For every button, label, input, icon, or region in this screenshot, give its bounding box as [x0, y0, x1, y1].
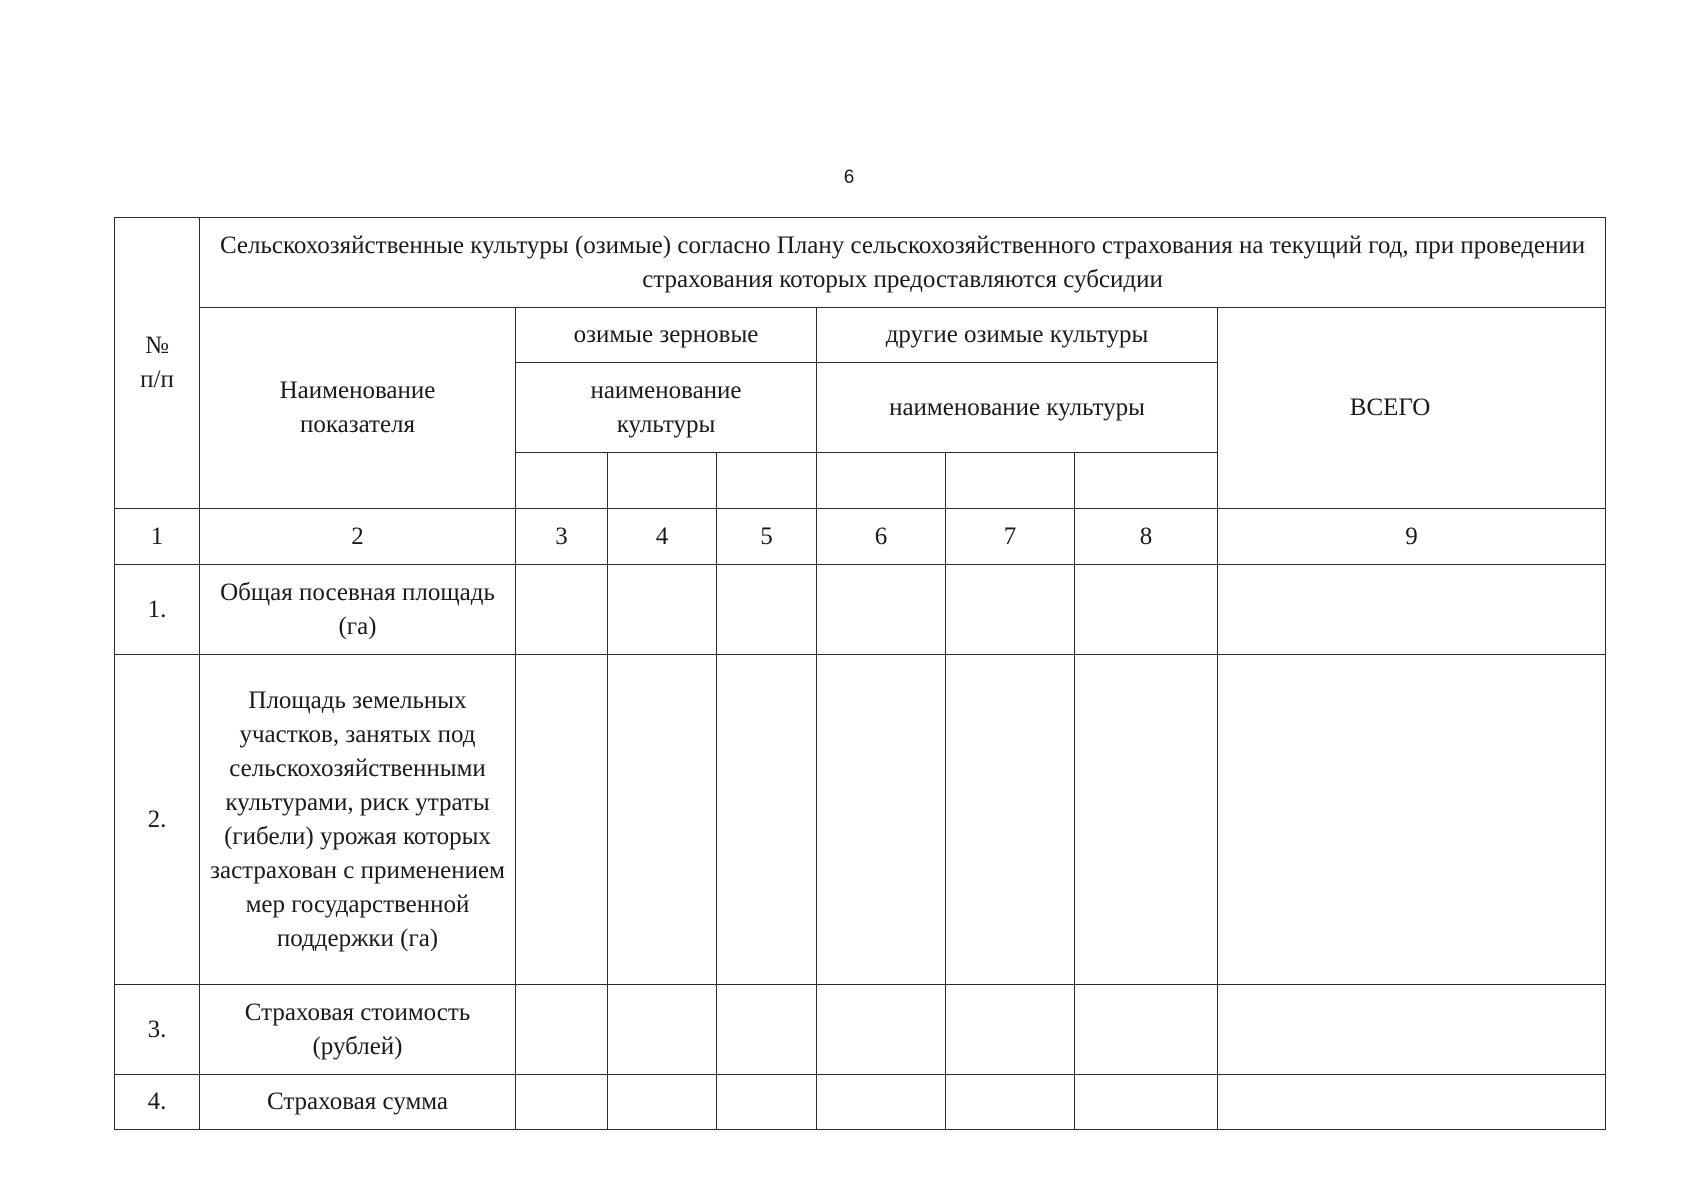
column-number: 8 — [1075, 509, 1218, 565]
column-number: 7 — [946, 509, 1075, 565]
crop-name-cell — [946, 453, 1075, 509]
header-row-number — [115, 218, 200, 509]
header-title-cell — [200, 218, 1606, 308]
header-indicator: Наименование показателя — [200, 308, 516, 509]
row-number-heading: № п/п — [140, 332, 174, 393]
data-cell[interactable] — [946, 985, 1075, 1075]
column-number: 6 — [817, 509, 946, 565]
table-row — [115, 655, 1606, 985]
data-cell[interactable] — [516, 655, 608, 985]
column-number: 3 — [516, 509, 608, 565]
row-indicator: Площадь земельных участков, занятых под сельскохозяйственными культурами, риск утраты (гибели) урожая которых застрахован с применением мер государственной поддержки (га) — [200, 655, 516, 985]
column-number: 4 — [608, 509, 717, 565]
data-cell[interactable] — [817, 565, 946, 655]
data-cell[interactable] — [1218, 565, 1606, 655]
data-cell[interactable] — [1075, 1075, 1218, 1130]
data-cell[interactable] — [608, 985, 717, 1075]
data-cell[interactable] — [1075, 985, 1218, 1075]
data-cell[interactable] — [516, 565, 608, 655]
data-cell[interactable] — [817, 655, 946, 985]
crop-name-cell — [1075, 453, 1218, 509]
data-cell[interactable] — [946, 1075, 1075, 1130]
row-indicator: Общая посевная площадь (га) — [200, 565, 516, 655]
column-number: 9 — [1218, 509, 1606, 565]
row-number: 4. — [115, 1075, 200, 1130]
table-row — [115, 985, 1606, 1075]
header-group-other-winter: другие озимые культуры — [817, 308, 1218, 363]
table-row — [115, 1075, 1606, 1130]
row-indicator: Страховая стоимость (рублей) — [200, 985, 516, 1075]
data-cell[interactable] — [1218, 985, 1606, 1075]
data-cell[interactable] — [608, 565, 717, 655]
data-cell[interactable] — [717, 565, 817, 655]
row-number: 1. — [115, 565, 200, 655]
data-cell[interactable] — [717, 655, 817, 985]
data-cell[interactable] — [946, 565, 1075, 655]
data-cell[interactable] — [516, 1075, 608, 1130]
header-crop-name-grain: наименование культуры — [516, 363, 817, 453]
data-cell[interactable] — [1218, 655, 1606, 985]
data-cell[interactable] — [717, 985, 817, 1075]
column-number: 2 — [200, 509, 516, 565]
row-number: 3. — [115, 985, 200, 1075]
data-cell[interactable] — [946, 655, 1075, 985]
column-numbers-row — [115, 509, 1606, 565]
column-number: 5 — [717, 509, 817, 565]
data-cell[interactable] — [1218, 1075, 1606, 1130]
header-total: ВСЕГО — [1218, 308, 1606, 509]
crop-name-cell — [608, 453, 717, 509]
data-cell[interactable] — [1075, 565, 1218, 655]
row-number: 2. — [115, 655, 200, 985]
insurance-crops-table — [114, 217, 1606, 1130]
header-group-winter-grain: озимые зерновые — [516, 308, 817, 363]
data-cell[interactable] — [608, 1075, 717, 1130]
data-cell[interactable] — [516, 985, 608, 1075]
data-cell[interactable] — [717, 1075, 817, 1130]
data-cell[interactable] — [608, 655, 717, 985]
table-row — [115, 565, 1606, 655]
crop-name-cell — [717, 453, 817, 509]
header-crop-name-other: наименование культуры — [817, 363, 1218, 453]
data-cell[interactable] — [817, 985, 946, 1075]
row-indicator: Страховая сумма — [200, 1075, 516, 1130]
data-cell[interactable] — [817, 1075, 946, 1130]
data-cell[interactable] — [1075, 655, 1218, 985]
page-number: 6 — [843, 167, 855, 188]
column-number: 1 — [115, 509, 200, 565]
crop-name-cell — [516, 453, 608, 509]
table-title: Сельскохозяйственные культуры (озимые) согласно Плану сельскохозяйственного страхования на текущий год, при проведении страхования которых предоставляются субсидии — [219, 231, 1586, 293]
crop-name-cell — [817, 453, 946, 509]
